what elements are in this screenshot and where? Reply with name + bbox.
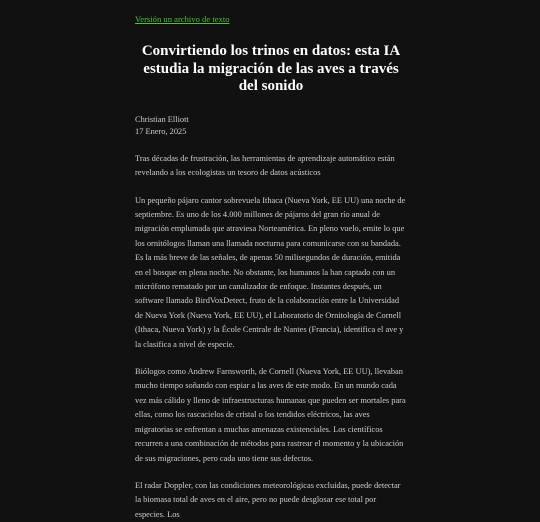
article-title: Convirtiendo los trinos en datos: esta IA estudia la migración de las aves a través del sonido	[141, 43, 401, 95]
author-name: Christian Elliott	[135, 114, 189, 124]
byline	[135, 114, 407, 138]
publish-date: 17 Enero, 2025	[135, 126, 187, 136]
article-content	[135, 9, 407, 522]
article-paragraph-2: Biólogos como Andrew Farnsworth, de Cornell (Nueva York, EE UU), llevaban mucho tiempo soñando con espiar a las aves de este modo. En un mundo cada vez más cálido y lleno de infraestructuras humanas que pueden ser mortales para ellas, como los rascacielos de cristal o los tendidos eléctricos, las aves migratorias se enfrentan a muchas amenazas existenciales. Los científicos recurren a una combinación de métodos para rastrear el momento y la ubicación de sus migraciones, pero cada uno tiene sus defectos.	[135, 367, 406, 463]
text-version-link[interactable]: Versión un archivo de texto	[135, 14, 230, 24]
article-subtitle: Tras décadas de frustración, las herramientas de aprendizaje automático están revelando a los ecologistas un tesoro de datos acústicos	[135, 153, 395, 178]
article-paragraph-1: Un pequeño pájaro cantor sobrevuela Ithaca (Nueva York, EE UU) una noche de septiembre. Es uno de los 4.000 millones de pájaros del gran río anual de migración emplumada que atraviesa Norteamérica. En pleno vuelo, emite lo que los ornitólogos llaman una llamada nocturna para comunicarse con su bandada. Es la más breve de las señales, de apenas 50 milisegundos de duración, emitida en el bosque en plena noche. No obstante, los humanos la han captado con un micrófono rematado por un canalizador de enfoque. Instantes después, un software llamado BirdVoxDetect, fruto de la colaboración entre la Universidad de Nueva York (Nueva York, EE UU), el Laboratorio de Ornitología de Cornell (Ithaca, Nueva York) y la École Centrale de Nantes (Francia), identifica el ave y la clasifica a nivel de especie.	[135, 195, 406, 349]
article-paragraph-3: El radar Doppler, con las condiciones meteorológicas excluidas, puede detectar la biomasa total de aves en el aire, pero no puede desglosar ese total por especies. Los	[135, 480, 401, 519]
